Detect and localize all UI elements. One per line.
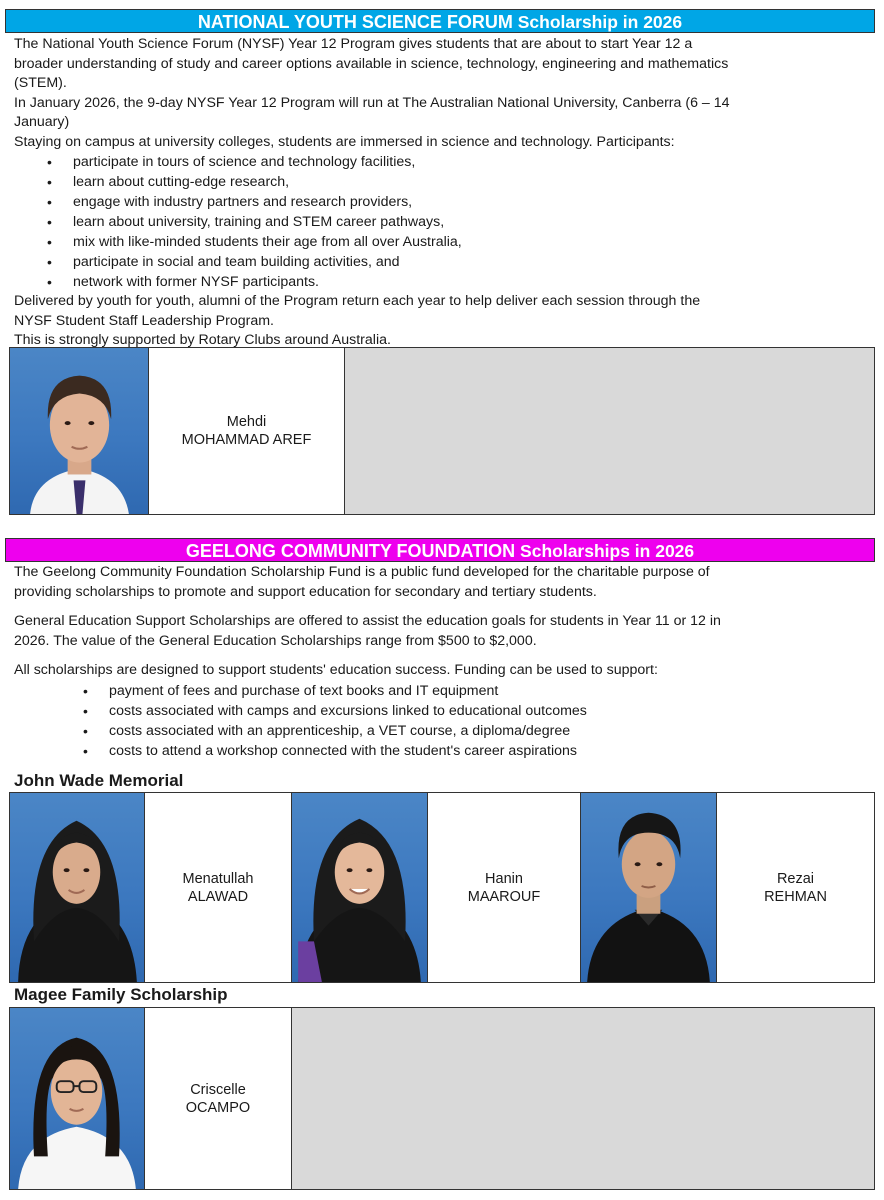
recipient-photo <box>10 1008 145 1189</box>
gcf-para-line: 2026. The value of the General Education Scholarships range from $500 to $2,000. <box>14 632 537 649</box>
nysf-section <box>5 9 875 351</box>
magee-recipient-row <box>9 1007 875 1190</box>
john-wade-heading: John Wade Memorial <box>14 770 184 790</box>
gcf-banner-title: GEELONG COMMUNITY FOUNDATION <box>185 541 516 561</box>
magee-heading: Magee Family Scholarship <box>14 985 228 1004</box>
recipient-photo <box>10 793 145 982</box>
recipient-name-cell <box>149 348 345 514</box>
gcf-para1 <box>5 563 875 602</box>
nysf-outro-line: This is strongly supported by Rotary Clubs around Australia. <box>14 332 391 348</box>
list-item: • mix with like-minded students their age from all over Australia, <box>47 234 462 250</box>
recipient-name-cell <box>145 793 292 982</box>
list-item: • network with former NYSF participants. <box>47 274 319 290</box>
gcf-bullet-list <box>5 681 875 761</box>
gcf-para-line: providing scholarships to promote and support education for secondary and tertiary students. <box>14 583 597 600</box>
recipient-last-name: ALAWAD <box>187 888 249 905</box>
list-item: • learn about university, training and STEM career pathways, <box>47 214 445 230</box>
gcf-banner <box>5 538 875 562</box>
recipient-name-cell <box>428 793 581 982</box>
gcf-para2 <box>5 612 875 651</box>
recipient-photo <box>292 793 428 982</box>
recipient-name-cell <box>145 1008 292 1189</box>
empty-cell <box>292 1008 874 1189</box>
nysf-outro <box>5 292 875 351</box>
recipient-name-cell <box>717 793 874 982</box>
student-portrait-icon <box>581 793 716 982</box>
recipient-last-name: MAAROUF <box>467 888 541 905</box>
nysf-outro-line: NYSF Student Staff Leadership Program. <box>14 312 274 329</box>
list-item: • learn about cutting-edge research, <box>47 174 290 190</box>
gcf-para3: All scholarships are designed to support students' education success. Funding can be used to support: <box>14 662 658 678</box>
recipient-last-name: MOHAMMAD AREF <box>181 432 312 448</box>
list-item: • costs associated with an apprenticeship, a VET course, a diploma/degree <box>83 722 571 739</box>
gcf-para-line: General Education Support Scholarships are offered to assist the education goals for students in Year 11 or 12 in <box>14 613 721 629</box>
nysf-bullet-list <box>5 152 875 292</box>
nysf-intro-line: Staying on campus at university colleges, students are immersed in science and technology. Participants: <box>14 133 675 150</box>
list-item: • participate in social and team building activities, and <box>47 254 400 270</box>
john-wade-recipient-row <box>9 792 875 983</box>
nysf-intro-line: broader understanding of study and career options available in science, technology, engineering and mathematics <box>14 55 729 72</box>
recipient-first-name: Criscelle <box>190 1081 246 1098</box>
nysf-intro-line: The National Youth Science Forum (NYSF) Year 12 Program gives students that are about to start Year 12 a <box>14 36 693 52</box>
nysf-intro <box>5 35 875 152</box>
recipient-photo <box>10 348 149 514</box>
nysf-banner-subtitle: Scholarship in 2026 <box>517 12 683 32</box>
student-portrait-icon <box>10 793 144 982</box>
student-portrait-icon <box>10 348 148 514</box>
recipient-photo <box>581 793 717 982</box>
gcf-banner-subtitle: Scholarships in 2026 <box>520 541 695 561</box>
nysf-banner <box>5 9 875 33</box>
recipient-last-name: OCAMPO <box>185 1099 251 1116</box>
list-item: • engage with industry partners and research providers, <box>47 194 413 210</box>
empty-cell <box>345 348 874 514</box>
nysf-intro-line: In January 2026, the 9-day NYSF Year 12 Program will run at The Australian National University, Canberra (6 – 14 <box>14 94 730 111</box>
recipient-last-name: REHMAN <box>764 888 827 905</box>
list-item: • costs to attend a workshop connected with the student's career aspirations <box>83 742 578 759</box>
student-portrait-icon <box>292 793 427 982</box>
recipient-first-name: Menatullah <box>182 870 254 887</box>
gcf-section <box>5 538 875 791</box>
nysf-outro-line: Delivered by youth for youth, alumni of the Program return each year to help deliver each session through the <box>14 293 701 309</box>
list-item: • payment of fees and purchase of text books and IT equipment <box>83 682 499 699</box>
nysf-intro-line: (STEM). <box>14 75 67 91</box>
recipient-first-name: Hanin <box>485 870 523 887</box>
student-portrait-icon <box>10 1008 144 1189</box>
list-item: • participate in tours of science and technology facilities, <box>47 154 416 170</box>
nysf-recipient-row <box>9 347 875 515</box>
recipient-first-name: Rezai <box>776 870 815 887</box>
nysf-intro-line: January) <box>14 114 70 130</box>
nysf-banner-title: NATIONAL YOUTH SCIENCE FORUM <box>197 12 513 32</box>
list-item: • costs associated with camps and excursions linked to educational outcomes <box>83 702 587 719</box>
recipient-first-name: Mehdi <box>226 414 267 430</box>
gcf-para-line: The Geelong Community Foundation Scholarship Fund is a public fund developed for the charitable purpose of <box>14 564 710 580</box>
